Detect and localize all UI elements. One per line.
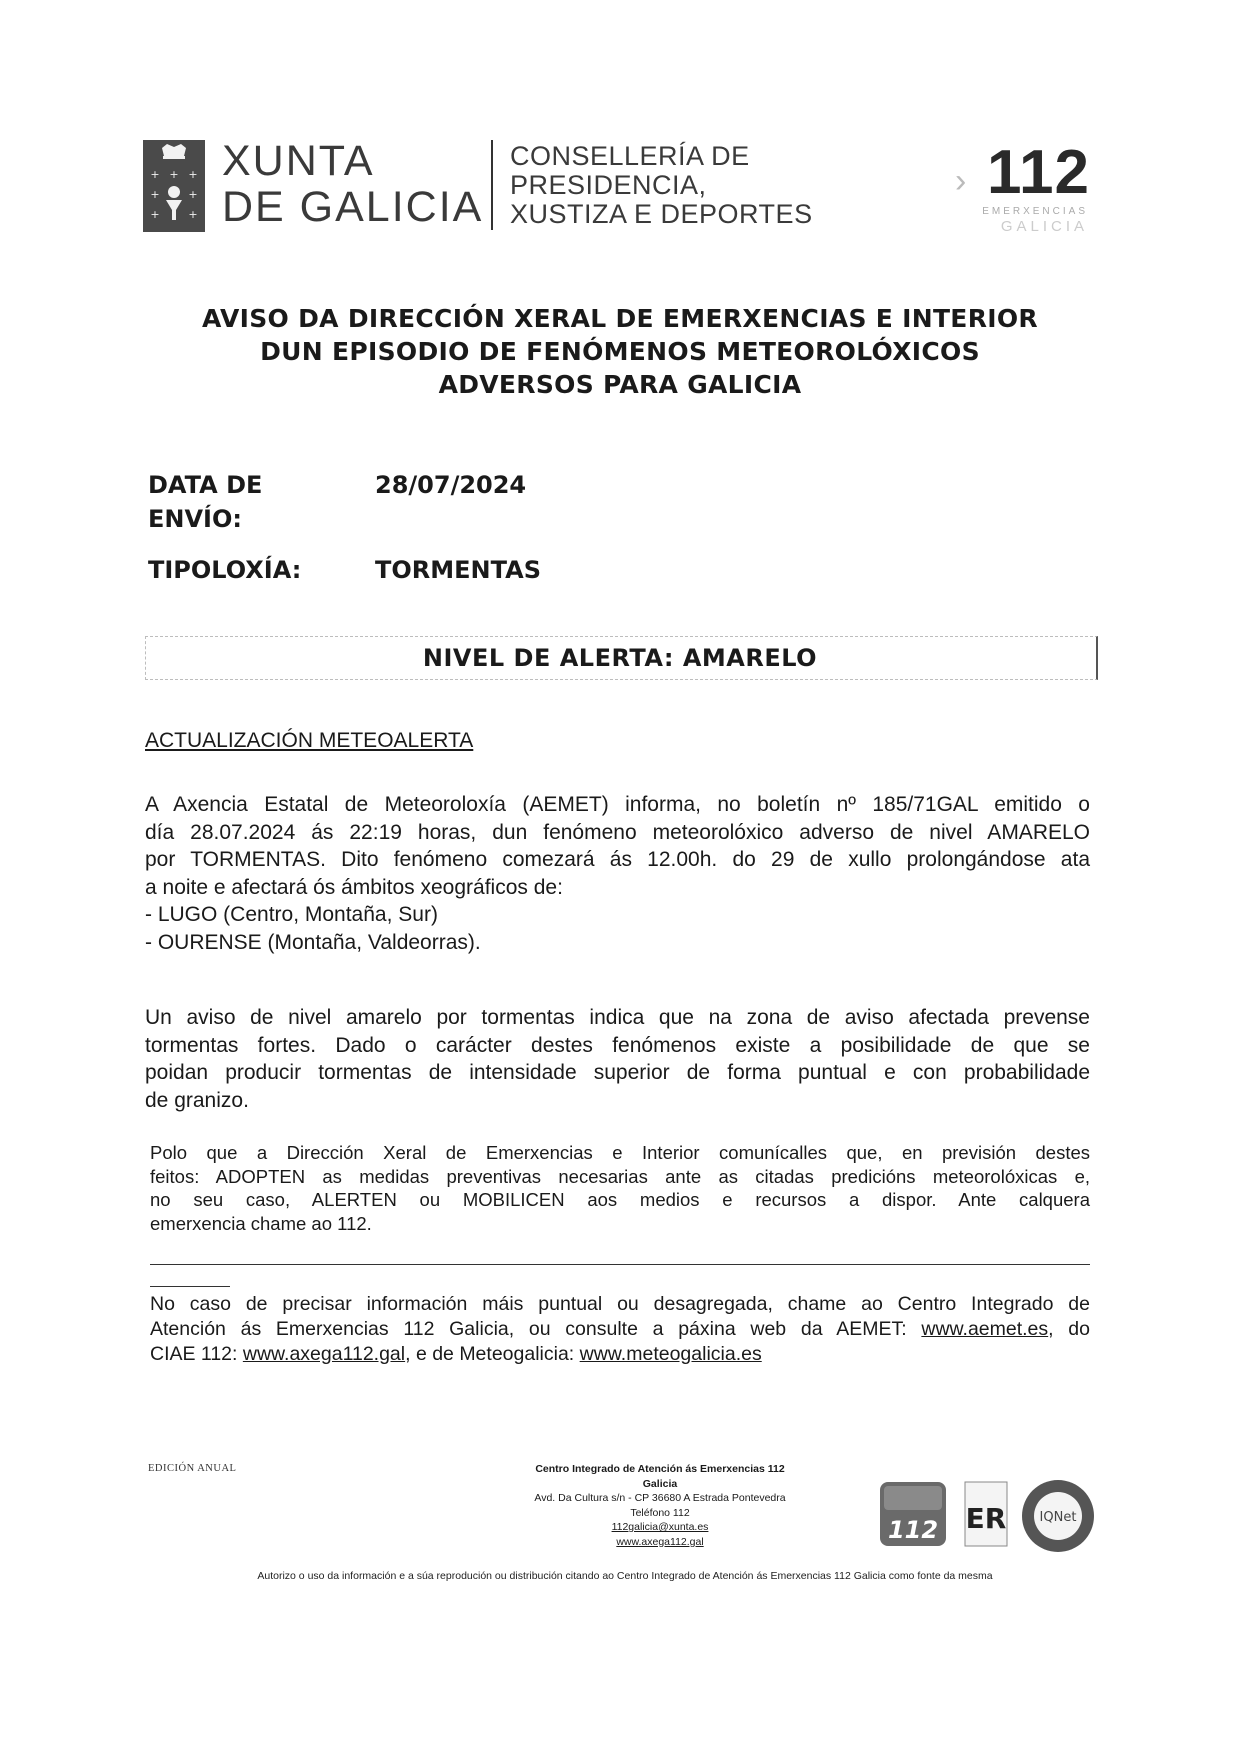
date-label-line2: ENVÍO: [148, 505, 242, 533]
p3-line: no seu caso, ALERTEN ou MOBILICEN aos medios e recursos a dispor. Ante calquera [150, 1189, 1090, 1210]
badge-112-text: 112 [887, 1516, 939, 1544]
p1-line: - OURENSE (Montaña, Valdeorras). [145, 930, 481, 954]
dept-line3: XUSTIZA E DEPORTES [510, 199, 813, 229]
iqnet-certification-icon [1022, 1480, 1094, 1552]
badge-112-icon [880, 1482, 946, 1546]
paragraph-instructions [150, 1141, 1090, 1235]
p4-line2 [150, 1317, 1090, 1342]
p1-line: día 28.07.2024 ás 22:19 horas, dun fenómeno meteorolóxico adverso de nivel AMARELO [145, 820, 1090, 844]
header-divider [491, 140, 493, 230]
p2-line: poidan producir tormentas de intensidade superior de forma puntual e con probabilidade [145, 1061, 1090, 1084]
svg-text:+: + [150, 188, 160, 201]
crown-cross-icon [143, 140, 205, 232]
date-label-line1: DATA DE [148, 471, 263, 499]
er-certification-icon [965, 1482, 1007, 1546]
footer-center-info [430, 1462, 890, 1549]
svg-text:+: + [150, 208, 160, 221]
svg-text:+: + [188, 168, 198, 181]
org-line2: DE GALICIA [222, 183, 484, 231]
xunta-shield-logo [143, 140, 205, 232]
center-email-link[interactable]: 112galicia@xunta.es [611, 1521, 709, 1533]
svg-text:+: + [188, 208, 198, 221]
meteogalicia-link[interactable]: www.meteogalicia.es [579, 1343, 762, 1365]
p2-line: Un aviso de nivel amarelo por tormentas indica que na zona de aviso afectada prevense [145, 1006, 1090, 1029]
type-label: TIPOLOXÍA: [148, 556, 302, 584]
alert-level-text: NIVEL DE ALERTA: AMARELO [422, 644, 818, 672]
document-title [140, 302, 1100, 401]
badge-iqnet-text: IQNet [1039, 1510, 1077, 1525]
title-line3: ADVERSOS PARA GALICIA [438, 370, 802, 399]
dept-line1: CONSELLERÍA DE [510, 141, 750, 171]
p2-line: de granizo. [145, 1088, 249, 1112]
date-value: 28/07/2024 [375, 471, 527, 499]
p1-line: por TORMENTAS. Dito fenómeno comezará ás 12.00h. do 29 de xullo prolongándose ata [145, 848, 1090, 871]
p1-line: - LUGO (Centro, Montaña, Sur) [145, 903, 438, 926]
svg-text:+: + [169, 168, 179, 181]
center-name-line2: Galicia [642, 1477, 678, 1490]
center-phone: Teléfono 112 [630, 1506, 690, 1519]
paragraph-contact-info [150, 1292, 1090, 1367]
usage-notice: Autorizo o uso da información e a súa reprodución ou distribución citando ao Centro Integrado de Atención ás Emerxencias 112 Galicia como fonte da mesma [257, 1570, 993, 1582]
p2-line: tormentas fortes. Dado o carácter destes fenómenos existe a posibilidade de que se [145, 1033, 1090, 1057]
p1-line: a noite e afectará ós ámbitos xeográficos de: [145, 875, 563, 899]
dept-line2: PRESIDENCIA, [510, 170, 707, 200]
p1-line: A Axencia Estatal de Meteoroloxía (AEMET) informa, no boletín nº 185/71GAL emitido o [145, 793, 1090, 816]
p4-line1: No caso de precisar información máis puntual ou desagregada, chame ao Centro Integrado de [150, 1293, 1090, 1315]
date-label [148, 468, 318, 536]
p3-line: feitos: ADOPTEN as medidas preventivas necesarias ante as citadas predicións meteorolóxicas e, [150, 1165, 1090, 1187]
title-line1: AVISO DA DIRECCIÓN XERAL DE EMERXENCIAS E INTERIOR [202, 304, 1038, 333]
aemet-link[interactable]: www.aemet.es [921, 1318, 1049, 1340]
badge-er-text: ER [965, 1502, 1007, 1535]
logo-112-number: 112 [986, 138, 1090, 207]
org-name [222, 138, 483, 230]
type-value: TORMENTAS [375, 556, 541, 584]
center-web-link[interactable]: www.axega112.gal [616, 1535, 704, 1548]
title-line2: DUN EPISODIO DE FENÓMENOS METEOROLÓXICOS [260, 337, 980, 366]
p4-line3-mid: , e de Meteogalicia: [405, 1343, 580, 1365]
divider-line [150, 1264, 1090, 1265]
certification-badges [880, 1478, 1110, 1556]
logo-112-sub2: GALICIA [1000, 218, 1088, 235]
axega-link[interactable]: www.axega112.gal [242, 1343, 406, 1365]
logo-112-sub1: EMERXENCIAS [982, 206, 1088, 217]
p4-line2-end: , do [1048, 1318, 1090, 1340]
svg-text:+: + [188, 188, 198, 201]
paragraph-aemet-report [145, 791, 1090, 956]
p3-line: emerxencia chame ao 112. [150, 1212, 372, 1234]
p3-line: Polo que a Dirección Xeral de Emerxencias e Interior comunícalles que, en previsión destes [150, 1142, 1090, 1163]
p4-line2-text: Atención ás Emerxencias 112 Galicia, ou consulte a páxina web da AEMET: [150, 1318, 922, 1340]
footnote-rule [150, 1286, 230, 1287]
department-name [510, 142, 813, 229]
section-title: ACTUALIZACIÓN METEOALERTA [145, 729, 474, 752]
paragraph-alert-meaning [145, 1004, 1090, 1114]
p4-line3-text: CIAE 112: [150, 1343, 243, 1365]
chevron-right-icon: › [955, 162, 967, 200]
svg-text:+: + [150, 168, 160, 181]
emerxencias-112-logo [955, 140, 1090, 235]
org-line1: XUNTA [222, 137, 375, 185]
p4-line3 [150, 1342, 1090, 1367]
edition-label: EDICIÓN ANUAL [148, 1463, 237, 1474]
center-name-line1: Centro Integrado de Atención ás Emerxencias 112 [535, 1463, 785, 1475]
center-address: Avd. Da Cultura s/n - CP 36680 A Estrada Pontevedra [534, 1492, 786, 1504]
